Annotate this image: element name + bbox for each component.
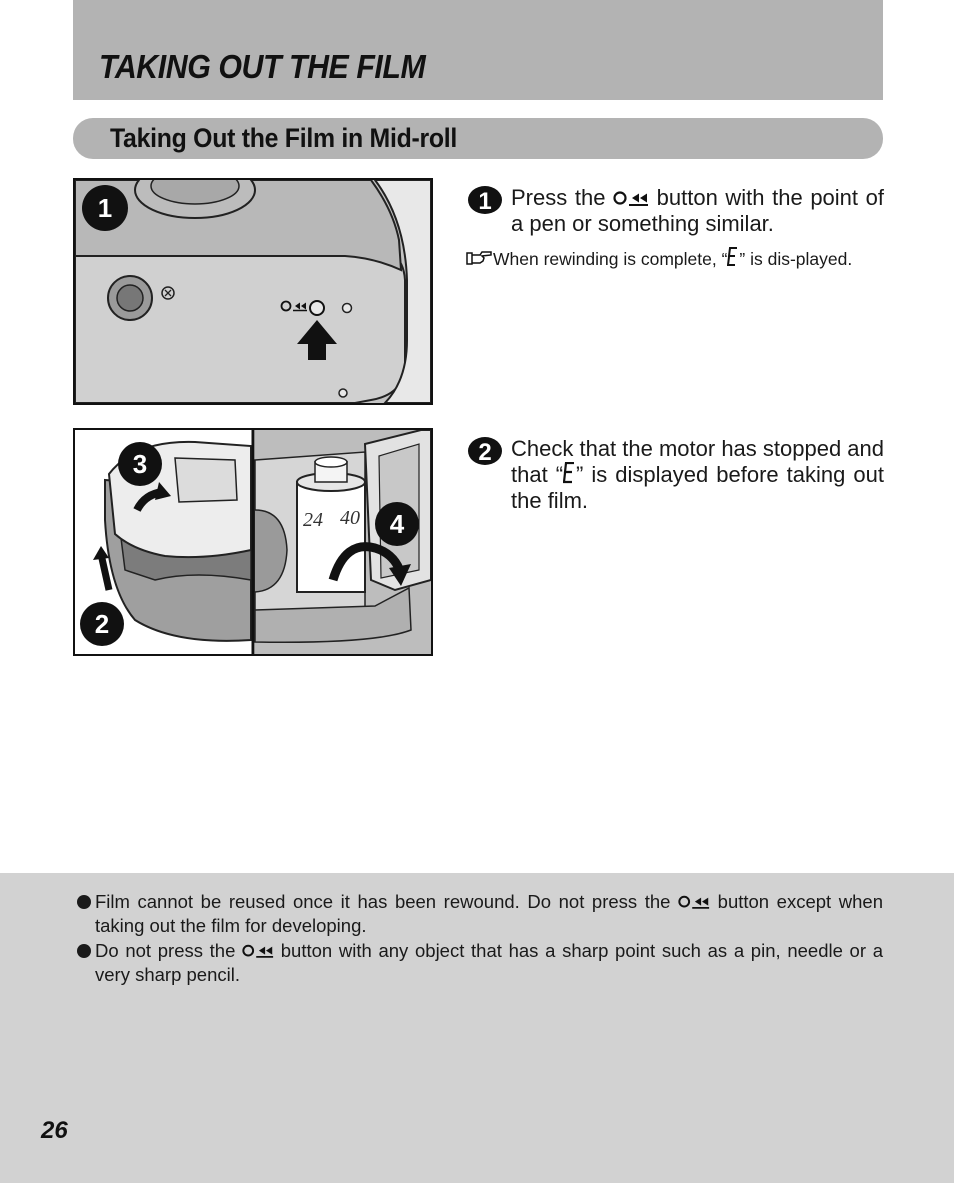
figure-callout-4: 4 (389, 509, 405, 539)
step-number-badge-1 (468, 185, 502, 215)
figure-rewind-button (73, 178, 433, 405)
svg-text:1: 1 (478, 188, 492, 215)
bullet-dot (77, 944, 91, 958)
note-rewind-complete (466, 247, 884, 271)
rewind-button-icon (678, 895, 710, 910)
camera-bottom-illustration (75, 180, 431, 403)
bullet-dot (77, 895, 91, 909)
film-count-40: 40 (340, 507, 360, 529)
rewind-button-icon (242, 944, 274, 959)
figure-callout-3: 3 (132, 449, 148, 479)
title-bar (73, 0, 883, 100)
step-2-text: Check that the motor has stopped and that “ ” is displayed before taking out the film. (511, 436, 885, 513)
step-number-badge-2 (468, 436, 502, 466)
caution-item-2 (77, 939, 883, 987)
pointing-hand-icon (466, 250, 492, 266)
step-2 (468, 436, 884, 514)
step-1 (468, 185, 884, 237)
caution-item-2-text: Do not press the button with any object that has a sharp point such as a pin, needle or a very sharp pencil. (95, 940, 883, 985)
page-number: 26 (41, 1117, 68, 1144)
section-title: Taking Out the Film in Mid-roll (110, 123, 458, 153)
lcd-e-display-symbol (563, 462, 576, 484)
figure-callout-2: 2 (94, 609, 110, 639)
caution-item-1-text: Film cannot be reused once it has been rewound. Do not press the button except when taking out the film for developing. (95, 891, 883, 936)
note-text: When rewinding is complete, “ ” is dis-played. (493, 249, 853, 269)
section-heading-bar (73, 118, 883, 159)
camera-open-illustration (75, 430, 431, 654)
svg-text:2: 2 (478, 439, 492, 466)
film-count-24: 24 (303, 509, 323, 531)
caution-item-1 (77, 890, 883, 938)
page-title: TAKING OUT THE FILM (99, 48, 426, 85)
lcd-e-display-symbol (727, 247, 739, 267)
figure-remove-film (73, 428, 433, 656)
rewind-button-icon (613, 191, 649, 207)
figure-callout-1: 1 (97, 193, 113, 223)
step-1-text: Press the button with the point of a pen or something similar. (511, 185, 884, 236)
